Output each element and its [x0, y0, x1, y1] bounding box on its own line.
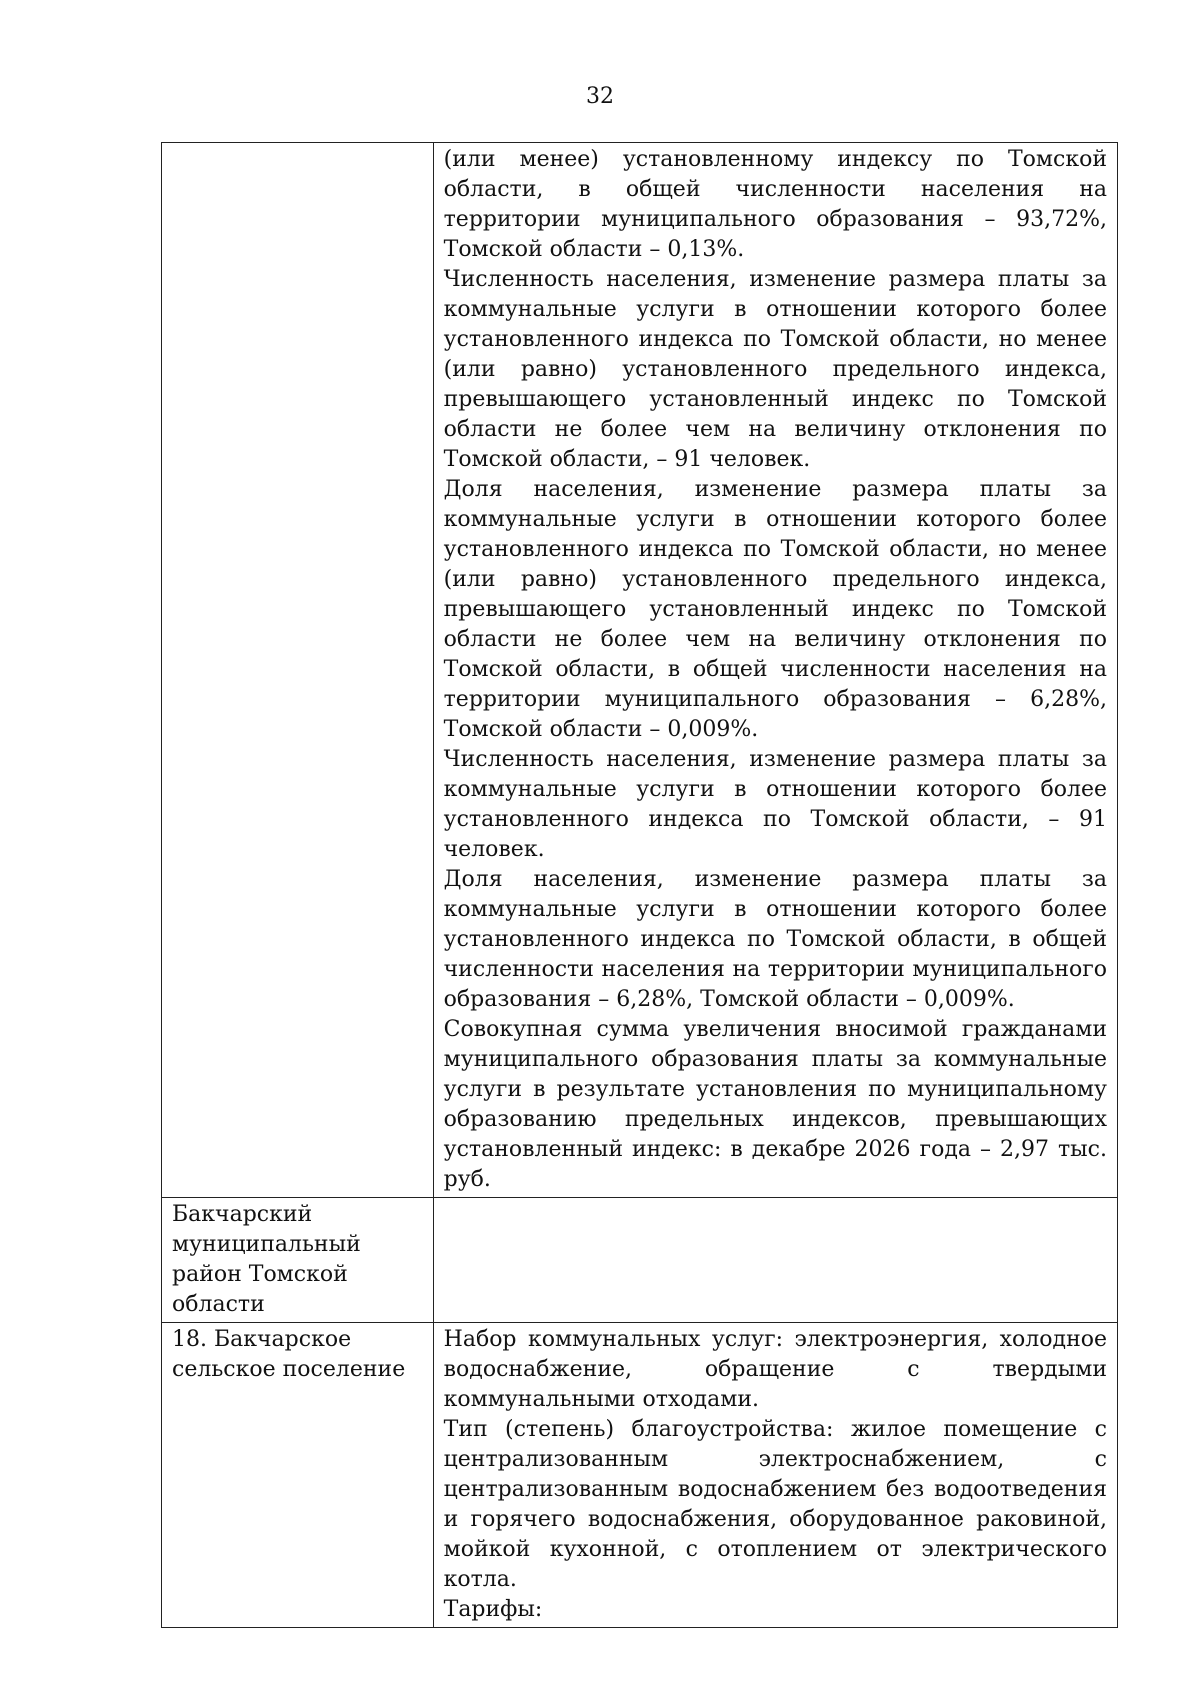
table-row-district: [162, 1198, 1118, 1323]
table-row-continuation: [162, 143, 1118, 1198]
paragraph-share-above-index: Доля населения, изменение размера платы за коммунальные услуги в отношении которого более установленного индекса по Томской области, в общей численности населения на территории муниципального образования – 6,28%, Томской области – 0,009%.: [443, 867, 1107, 1012]
table-row-settlement: [162, 1323, 1118, 1628]
paragraph-count-above-index: Численность населения, изменение размера платы за коммунальные услуги в отношении которого более установленного индекса по Томской области, – 91 человек.: [443, 747, 1107, 862]
district-description-cell: [433, 1198, 1117, 1323]
settlement-description-cell: [433, 1323, 1117, 1628]
description-cell: [433, 143, 1117, 1198]
paragraph-services-set: Набор коммунальных услуг: электроэнергия, холодное водоснабжение, обращение с твердыми коммунальными отходами.: [443, 1327, 1107, 1412]
paragraph-share-below-index: (или менее) установленному индексу по Томской области, в общей численности населения на территории муниципального образования – 93,72%, Томской области – 0,13%.: [443, 147, 1107, 262]
settlement-name-cell: 18. Бакчарское сельское поселение: [162, 1323, 434, 1628]
district-name-cell: Бакчарский муниципальный район Томской области: [162, 1198, 434, 1323]
municipality-cell-empty: [162, 143, 434, 1198]
paragraph-total-increase: Совокупная сумма увеличения вносимой гражданами муниципального образования платы за коммунальные услуги в результате установления по муниципальному образованию предельных индексов, превышающих установленный индекс: в декабре 2026 года – 2,97 тыс. руб.: [443, 1017, 1107, 1192]
paragraph-tariffs: Тарифы:: [443, 1597, 543, 1622]
paragraph-improvement-type: Тип (степень) благоустройства: жилое помещение с централизованным электроснабжением, с централизованным водоснабжением без водоотведения и горячего водоснабжения, оборудованное раковиной, мойкой кухонной, с отоплением от электрического котла.: [443, 1417, 1107, 1592]
indices-table: [161, 142, 1118, 1628]
page-number: 32: [586, 84, 614, 109]
paragraph-count-between-indices: Численность населения, изменение размера платы за коммунальные услуги в отношении которого более установленного индекса по Томской области, но менее (или равно) установленного предельного индекса, превышающего установленный индекс по Томской области не более чем на величину отклонения по Томской области, – 91 человек.: [443, 267, 1107, 472]
paragraph-share-between-indices: Доля населения, изменение размера платы за коммунальные услуги в отношении которого более установленного индекса по Томской области, но менее (или равно) установленного предельного индекса, превышающего установленный индекс по Томской области не более чем на величину отклонения по Томской области, в общей численности населения на территории муниципального образования – 6,28%, Томской области – 0,009%.: [443, 477, 1107, 742]
